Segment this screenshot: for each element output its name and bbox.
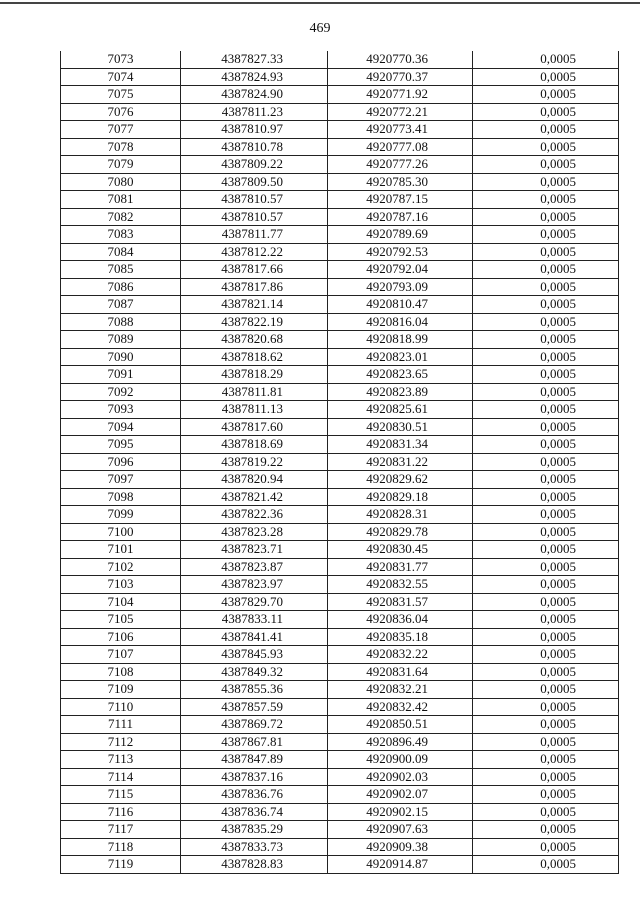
x-coordinate-cell: 4387820.94: [181, 471, 328, 489]
accuracy-cell: 0,0005: [473, 68, 619, 86]
table-row: [61, 261, 619, 279]
y-coordinate-cell: 4920792.04: [328, 261, 473, 279]
y-coordinate-cell: 4920818.99: [328, 331, 473, 349]
x-coordinate-cell: 4387811.13: [181, 401, 328, 419]
table-row: [61, 593, 619, 611]
point-number-cell: 7078: [61, 138, 181, 156]
point-number-cell: 7102: [61, 558, 181, 576]
accuracy-cell: 0,0005: [473, 506, 619, 524]
table-row: [61, 506, 619, 524]
accuracy-cell: 0,0005: [473, 278, 619, 296]
accuracy-cell: 0,0005: [473, 226, 619, 244]
x-coordinate-cell: 4387810.78: [181, 138, 328, 156]
x-coordinate-cell: 4387821.42: [181, 488, 328, 506]
y-coordinate-cell: 4920771.92: [328, 86, 473, 104]
point-number-cell: 7103: [61, 576, 181, 594]
table-row: [61, 401, 619, 419]
accuracy-cell: 0,0005: [473, 418, 619, 436]
table-row: [61, 68, 619, 86]
point-number-cell: 7076: [61, 103, 181, 121]
x-coordinate-cell: 4387810.57: [181, 191, 328, 209]
accuracy-cell: 0,0005: [473, 593, 619, 611]
table-row: [61, 331, 619, 349]
table-row: [61, 611, 619, 629]
table-row: [61, 453, 619, 471]
y-coordinate-cell: 4920832.55: [328, 576, 473, 594]
table-row: [61, 856, 619, 874]
table-row: [61, 313, 619, 331]
y-coordinate-cell: 4920902.03: [328, 768, 473, 786]
point-number-cell: 7073: [61, 51, 181, 68]
coordinates-table-body: [61, 51, 619, 873]
table-row: [61, 226, 619, 244]
y-coordinate-cell: 4920902.15: [328, 803, 473, 821]
accuracy-cell: 0,0005: [473, 786, 619, 804]
accuracy-cell: 0,0005: [473, 401, 619, 419]
accuracy-cell: 0,0005: [473, 366, 619, 384]
point-number-cell: 7104: [61, 593, 181, 611]
point-number-cell: 7098: [61, 488, 181, 506]
table-row: [61, 296, 619, 314]
accuracy-cell: 0,0005: [473, 296, 619, 314]
page-number: 469: [309, 21, 331, 36]
table-row: [61, 208, 619, 226]
table-row: [61, 541, 619, 559]
point-number-cell: 7106: [61, 628, 181, 646]
accuracy-cell: 0,0005: [473, 436, 619, 454]
point-number-cell: 7108: [61, 663, 181, 681]
x-coordinate-cell: 4387824.93: [181, 68, 328, 86]
y-coordinate-cell: 4920829.18: [328, 488, 473, 506]
accuracy-cell: 0,0005: [473, 856, 619, 874]
y-coordinate-cell: 4920831.34: [328, 436, 473, 454]
y-coordinate-cell: 4920831.77: [328, 558, 473, 576]
x-coordinate-cell: 4387812.22: [181, 243, 328, 261]
accuracy-cell: 0,0005: [473, 86, 619, 104]
point-number-cell: 7083: [61, 226, 181, 244]
table-row: [61, 681, 619, 699]
y-coordinate-cell: 4920830.51: [328, 418, 473, 436]
y-coordinate-cell: 4920816.04: [328, 313, 473, 331]
x-coordinate-cell: 4387857.59: [181, 698, 328, 716]
accuracy-cell: 0,0005: [473, 768, 619, 786]
table-row: [61, 156, 619, 174]
x-coordinate-cell: 4387820.68: [181, 331, 328, 349]
table-row: [61, 751, 619, 769]
accuracy-cell: 0,0005: [473, 453, 619, 471]
y-coordinate-cell: 4920773.41: [328, 121, 473, 139]
accuracy-cell: 0,0005: [473, 348, 619, 366]
accuracy-cell: 0,0005: [473, 733, 619, 751]
point-number-cell: 7085: [61, 261, 181, 279]
coordinates-table-container: [60, 51, 618, 874]
point-number-cell: 7105: [61, 611, 181, 629]
x-coordinate-cell: 4387836.76: [181, 786, 328, 804]
table-row: [61, 471, 619, 489]
y-coordinate-cell: 4920825.61: [328, 401, 473, 419]
x-coordinate-cell: 4387845.93: [181, 646, 328, 664]
x-coordinate-cell: 4387835.29: [181, 821, 328, 839]
accuracy-cell: 0,0005: [473, 681, 619, 699]
y-coordinate-cell: 4920835.18: [328, 628, 473, 646]
y-coordinate-cell: 4920902.07: [328, 786, 473, 804]
point-number-cell: 7096: [61, 453, 181, 471]
y-coordinate-cell: 4920832.22: [328, 646, 473, 664]
point-number-cell: 7080: [61, 173, 181, 191]
point-number-cell: 7087: [61, 296, 181, 314]
x-coordinate-cell: 4387847.89: [181, 751, 328, 769]
table-row: [61, 243, 619, 261]
x-coordinate-cell: 4387867.81: [181, 733, 328, 751]
table-row: [61, 383, 619, 401]
x-coordinate-cell: 4387811.81: [181, 383, 328, 401]
x-coordinate-cell: 4387822.36: [181, 506, 328, 524]
table-row: [61, 768, 619, 786]
x-coordinate-cell: 4387810.57: [181, 208, 328, 226]
x-coordinate-cell: 4387809.50: [181, 173, 328, 191]
accuracy-cell: 0,0005: [473, 138, 619, 156]
point-number-cell: 7093: [61, 401, 181, 419]
accuracy-cell: 0,0005: [473, 261, 619, 279]
table-row: [61, 646, 619, 664]
table-row: [61, 628, 619, 646]
point-number-cell: 7117: [61, 821, 181, 839]
x-coordinate-cell: 4387809.22: [181, 156, 328, 174]
y-coordinate-cell: 4920836.04: [328, 611, 473, 629]
x-coordinate-cell: 4387823.97: [181, 576, 328, 594]
table-row: [61, 698, 619, 716]
y-coordinate-cell: 4920792.53: [328, 243, 473, 261]
x-coordinate-cell: 4387819.22: [181, 453, 328, 471]
y-coordinate-cell: 4920777.26: [328, 156, 473, 174]
point-number-cell: 7100: [61, 523, 181, 541]
accuracy-cell: 0,0005: [473, 611, 619, 629]
y-coordinate-cell: 4920785.30: [328, 173, 473, 191]
table-row: [61, 523, 619, 541]
accuracy-cell: 0,0005: [473, 558, 619, 576]
x-coordinate-cell: 4387822.19: [181, 313, 328, 331]
accuracy-cell: 0,0005: [473, 663, 619, 681]
y-coordinate-cell: 4920896.49: [328, 733, 473, 751]
accuracy-cell: 0,0005: [473, 156, 619, 174]
y-coordinate-cell: 4920829.62: [328, 471, 473, 489]
y-coordinate-cell: 4920907.63: [328, 821, 473, 839]
point-number-cell: 7095: [61, 436, 181, 454]
y-coordinate-cell: 4920909.38: [328, 838, 473, 856]
table-row: [61, 86, 619, 104]
accuracy-cell: 0,0005: [473, 716, 619, 734]
table-row: [61, 348, 619, 366]
y-coordinate-cell: 4920810.47: [328, 296, 473, 314]
y-coordinate-cell: 4920831.64: [328, 663, 473, 681]
table-row: [61, 138, 619, 156]
table-row: [61, 488, 619, 506]
y-coordinate-cell: 4920787.16: [328, 208, 473, 226]
accuracy-cell: 0,0005: [473, 103, 619, 121]
point-number-cell: 7115: [61, 786, 181, 804]
accuracy-cell: 0,0005: [473, 208, 619, 226]
accuracy-cell: 0,0005: [473, 331, 619, 349]
table-row: [61, 278, 619, 296]
point-number-cell: 7107: [61, 646, 181, 664]
table-row: [61, 121, 619, 139]
accuracy-cell: 0,0005: [473, 243, 619, 261]
point-number-cell: 7089: [61, 331, 181, 349]
accuracy-cell: 0,0005: [473, 838, 619, 856]
y-coordinate-cell: 4920831.57: [328, 593, 473, 611]
point-number-cell: 7111: [61, 716, 181, 734]
accuracy-cell: 0,0005: [473, 541, 619, 559]
point-number-cell: 7092: [61, 383, 181, 401]
accuracy-cell: 0,0005: [473, 51, 619, 68]
table-row: [61, 821, 619, 839]
table-row: [61, 786, 619, 804]
accuracy-cell: 0,0005: [473, 628, 619, 646]
table-row: [61, 576, 619, 594]
y-coordinate-cell: 4920770.36: [328, 51, 473, 68]
point-number-cell: 7101: [61, 541, 181, 559]
accuracy-cell: 0,0005: [473, 751, 619, 769]
x-coordinate-cell: 4387829.70: [181, 593, 328, 611]
x-coordinate-cell: 4387817.86: [181, 278, 328, 296]
x-coordinate-cell: 4387818.29: [181, 366, 328, 384]
x-coordinate-cell: 4387818.69: [181, 436, 328, 454]
point-number-cell: 7081: [61, 191, 181, 209]
x-coordinate-cell: 4387827.33: [181, 51, 328, 68]
accuracy-cell: 0,0005: [473, 523, 619, 541]
point-number-cell: 7109: [61, 681, 181, 699]
accuracy-cell: 0,0005: [473, 471, 619, 489]
table-row: [61, 191, 619, 209]
point-number-cell: 7084: [61, 243, 181, 261]
accuracy-cell: 0,0005: [473, 803, 619, 821]
y-coordinate-cell: 4920823.89: [328, 383, 473, 401]
point-number-cell: 7119: [61, 856, 181, 874]
y-coordinate-cell: 4920772.21: [328, 103, 473, 121]
table-row: [61, 103, 619, 121]
accuracy-cell: 0,0005: [473, 821, 619, 839]
y-coordinate-cell: 4920770.37: [328, 68, 473, 86]
point-number-cell: 7079: [61, 156, 181, 174]
point-number-cell: 7075: [61, 86, 181, 104]
x-coordinate-cell: 4387824.90: [181, 86, 328, 104]
table-row: [61, 51, 619, 68]
x-coordinate-cell: 4387811.23: [181, 103, 328, 121]
x-coordinate-cell: 4387817.66: [181, 261, 328, 279]
y-coordinate-cell: 4920789.69: [328, 226, 473, 244]
top-rule: [0, 2, 640, 4]
table-row: [61, 436, 619, 454]
accuracy-cell: 0,0005: [473, 313, 619, 331]
point-number-cell: 7074: [61, 68, 181, 86]
table-row: [61, 558, 619, 576]
y-coordinate-cell: 4920823.01: [328, 348, 473, 366]
y-coordinate-cell: 4920831.22: [328, 453, 473, 471]
x-coordinate-cell: 4387811.77: [181, 226, 328, 244]
y-coordinate-cell: 4920914.87: [328, 856, 473, 874]
x-coordinate-cell: 4387818.62: [181, 348, 328, 366]
accuracy-cell: 0,0005: [473, 646, 619, 664]
y-coordinate-cell: 4920787.15: [328, 191, 473, 209]
y-coordinate-cell: 4920823.65: [328, 366, 473, 384]
table-row: [61, 716, 619, 734]
point-number-cell: 7086: [61, 278, 181, 296]
x-coordinate-cell: 4387841.41: [181, 628, 328, 646]
x-coordinate-cell: 4387828.83: [181, 856, 328, 874]
y-coordinate-cell: 4920793.09: [328, 278, 473, 296]
point-number-cell: 7097: [61, 471, 181, 489]
accuracy-cell: 0,0005: [473, 191, 619, 209]
x-coordinate-cell: 4387823.28: [181, 523, 328, 541]
point-number-cell: 7112: [61, 733, 181, 751]
x-coordinate-cell: 4387833.11: [181, 611, 328, 629]
accuracy-cell: 0,0005: [473, 576, 619, 594]
y-coordinate-cell: 4920830.45: [328, 541, 473, 559]
y-coordinate-cell: 4920832.21: [328, 681, 473, 699]
y-coordinate-cell: 4920900.09: [328, 751, 473, 769]
x-coordinate-cell: 4387836.74: [181, 803, 328, 821]
coordinates-table: [60, 51, 619, 874]
point-number-cell: 7088: [61, 313, 181, 331]
point-number-cell: 7114: [61, 768, 181, 786]
x-coordinate-cell: 4387855.36: [181, 681, 328, 699]
table-row: [61, 366, 619, 384]
x-coordinate-cell: 4387821.14: [181, 296, 328, 314]
x-coordinate-cell: 4387837.16: [181, 768, 328, 786]
x-coordinate-cell: 4387823.71: [181, 541, 328, 559]
y-coordinate-cell: 4920828.31: [328, 506, 473, 524]
table-row: [61, 803, 619, 821]
x-coordinate-cell: 4387810.97: [181, 121, 328, 139]
y-coordinate-cell: 4920850.51: [328, 716, 473, 734]
table-row: [61, 838, 619, 856]
x-coordinate-cell: 4387823.87: [181, 558, 328, 576]
point-number-cell: 7118: [61, 838, 181, 856]
point-number-cell: 7099: [61, 506, 181, 524]
point-number-cell: 7110: [61, 698, 181, 716]
x-coordinate-cell: 4387849.32: [181, 663, 328, 681]
x-coordinate-cell: 4387817.60: [181, 418, 328, 436]
point-number-cell: 7082: [61, 208, 181, 226]
point-number-cell: 7090: [61, 348, 181, 366]
table-row: [61, 173, 619, 191]
point-number-cell: 7113: [61, 751, 181, 769]
table-row: [61, 418, 619, 436]
point-number-cell: 7116: [61, 803, 181, 821]
y-coordinate-cell: 4920829.78: [328, 523, 473, 541]
accuracy-cell: 0,0005: [473, 698, 619, 716]
table-row: [61, 733, 619, 751]
accuracy-cell: 0,0005: [473, 488, 619, 506]
x-coordinate-cell: 4387869.72: [181, 716, 328, 734]
y-coordinate-cell: 4920777.08: [328, 138, 473, 156]
x-coordinate-cell: 4387833.73: [181, 838, 328, 856]
y-coordinate-cell: 4920832.42: [328, 698, 473, 716]
accuracy-cell: 0,0005: [473, 121, 619, 139]
table-row: [61, 663, 619, 681]
point-number-cell: 7091: [61, 366, 181, 384]
point-number-cell: 7077: [61, 121, 181, 139]
accuracy-cell: 0,0005: [473, 383, 619, 401]
accuracy-cell: 0,0005: [473, 173, 619, 191]
point-number-cell: 7094: [61, 418, 181, 436]
